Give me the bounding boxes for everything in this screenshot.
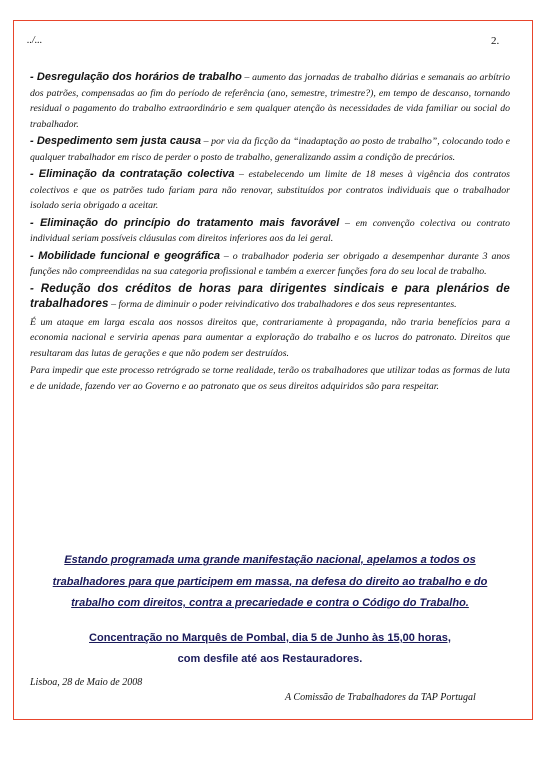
continuation-mark: ../... xyxy=(27,35,43,46)
list-item xyxy=(30,282,510,313)
list-item xyxy=(30,134,510,165)
document-date: Lisboa, 28 de Maio de 2008 xyxy=(30,677,143,688)
parade-line: com desfile até aos Restauradores. xyxy=(177,653,363,665)
signature: A Comissão de Trabalhadores da TAP Portugal xyxy=(285,692,476,703)
item-text: – o trabalhador poderia ser obrigado a desempenhar durante 3 anos funções não compreendidas na sua categoria profissional e também a exercer funções fora do seu local de trabalho. xyxy=(30,250,510,277)
document-body xyxy=(30,70,510,396)
body-paragraph: É um ataque em larga escala aos nossos direitos que, contrariamente à propaganda, não traria benefícios para a economia nacional e serviria apenas para aumentar a exploração do trabalho e os lucros do patronato. Direitos que resultaram das lutas de gerações e que não podem ser destruídos. xyxy=(30,316,510,359)
item-text: – forma de diminuir o poder reivindicativo dos trabalhadores e dos seus representantes. xyxy=(108,299,457,310)
item-heading: - Desregulação dos horários de trabalho xyxy=(30,71,242,83)
item-text: – aumento das jornadas de trabalho diárias e semanais ao arbítrio dos patrões, compensadas ao fim do período de referência (ano, semestre, trimestre?), em tempo de descanso, tornando residual o pagamento do trabalho extraordinário e sem qualquer atenção às necessidades de vida familiar ou social do trabalhador. xyxy=(30,72,511,130)
list-item xyxy=(30,167,510,214)
concentration-line: Concentração no Marquês de Pombal, dia 5 de Junho às 15,00 horas, xyxy=(89,632,451,644)
concentration-notice xyxy=(30,628,510,670)
item-heading: - Redução dos créditos de horas para dirigentes sindicais e para plenários de trabalhadores xyxy=(30,282,510,310)
list-item xyxy=(30,216,510,247)
item-text: – estabelecendo um limite de 18 meses à vigência dos contratos colectivos e que os patrões tudo fariam para não renovar, substituídos por contratos individuais que o trabalhador isolado seria obrigado a aceitar. xyxy=(30,169,510,211)
item-text: – em convenção colectiva ou contrato individual seriam possíveis cláusulas com direitos inferiores aos da lei geral. xyxy=(30,217,510,244)
item-heading: - Mobilidade funcional e geográfica xyxy=(30,249,220,262)
call-to-action: Estando programada uma grande manifestação nacional, apelamos a todos os trabalhadores para que participem em massa, na defesa do direito ao trabalho e do trabalho com direitos, contra a precariedade e contra o Código do Trabalho. xyxy=(52,554,488,609)
item-heading: - Eliminação da contratação colectiva xyxy=(30,168,235,180)
item-heading: - Despedimento sem justa causa xyxy=(30,135,202,147)
page-number: 2. xyxy=(491,35,500,47)
list-item xyxy=(30,70,510,132)
item-heading: - Eliminação do princípio do tratamento mais favorável xyxy=(30,216,340,229)
item-text: – por via da ficção da “inadaptação ao posto de trabalho”, colocando todo e qualquer trabalhador em risco de perder o posto de trabalho, generalizando assim a condição de precários. xyxy=(30,136,510,163)
list-item xyxy=(30,249,510,280)
body-paragraph: Para impedir que este processo retrógrado se torne realidade, terão os trabalhadores que utilizar todas as formas de luta e de unidade, fazendo ver ao Governo e ao patronato que os seus direitos adquiridos são para respeitar. xyxy=(30,365,510,392)
